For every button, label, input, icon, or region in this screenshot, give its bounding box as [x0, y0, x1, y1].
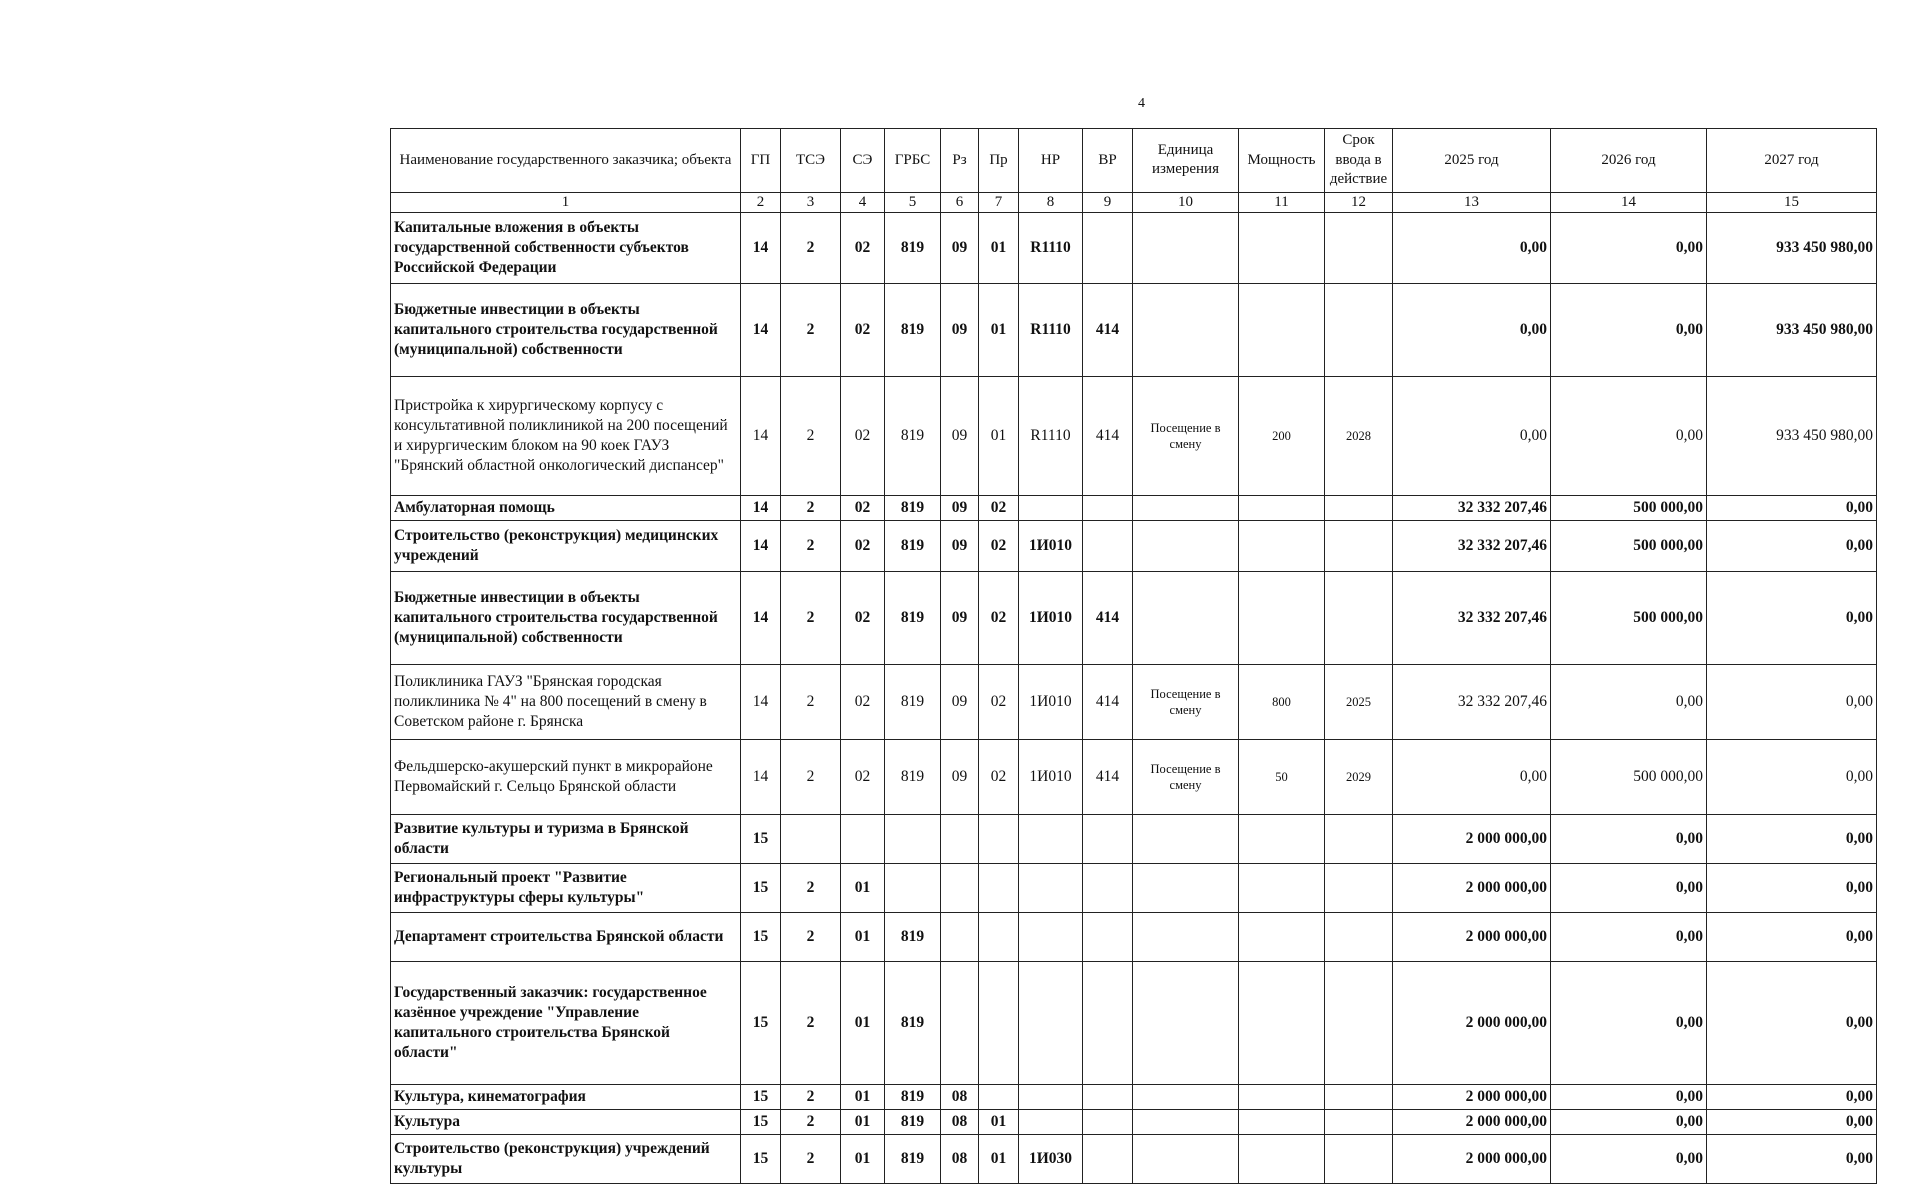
- rz-cell: 09: [941, 496, 979, 521]
- rz-cell: 09: [941, 213, 979, 284]
- nr-cell: 1И030: [1019, 1135, 1083, 1184]
- amount-2026-cell: 0,00: [1551, 1110, 1707, 1135]
- nr-cell: [1019, 815, 1083, 864]
- column-number: 12: [1325, 192, 1393, 213]
- se-cell: 01: [841, 864, 885, 913]
- column-number: 6: [941, 192, 979, 213]
- power-cell: [1239, 572, 1325, 665]
- column-number: 4: [841, 192, 885, 213]
- gp-cell: 14: [741, 521, 781, 572]
- row-name-cell: Государственный заказчик: государственное казённое учреждение "Управление капитального строительства Брянской области": [391, 962, 741, 1085]
- table-row: [391, 521, 1877, 572]
- rz-cell: [941, 913, 979, 962]
- gp-cell: 15: [741, 1135, 781, 1184]
- term-cell: [1325, 284, 1393, 377]
- unit-cell: Посещение в смену: [1133, 665, 1239, 740]
- unit-cell: [1133, 815, 1239, 864]
- nr-cell: [1019, 496, 1083, 521]
- column-number: 5: [885, 192, 941, 213]
- table-row: [391, 496, 1877, 521]
- unit-cell: [1133, 521, 1239, 572]
- unit-cell: Посещение в смену: [1133, 740, 1239, 815]
- term-cell: 2025: [1325, 665, 1393, 740]
- vr-cell: [1083, 1110, 1133, 1135]
- vr-cell: [1083, 496, 1133, 521]
- power-cell: [1239, 962, 1325, 1085]
- se-cell: 01: [841, 1085, 885, 1110]
- nr-cell: [1019, 1110, 1083, 1135]
- term-cell: [1325, 913, 1393, 962]
- grbs-cell: 819: [885, 962, 941, 1085]
- row-name-cell: Культура, кинематография: [391, 1085, 741, 1110]
- gp-cell: 15: [741, 815, 781, 864]
- gp-cell: 14: [741, 572, 781, 665]
- rz-cell: 09: [941, 572, 979, 665]
- term-cell: [1325, 496, 1393, 521]
- amount-2026-cell: 0,00: [1551, 815, 1707, 864]
- se-cell: 02: [841, 377, 885, 496]
- row-name-cell: Региональный проект "Развитие инфраструктуры сферы культуры": [391, 864, 741, 913]
- amount-2026-cell: 0,00: [1551, 665, 1707, 740]
- vr-cell: 414: [1083, 740, 1133, 815]
- vr-cell: [1083, 521, 1133, 572]
- table-row: [391, 740, 1877, 815]
- se-cell: [841, 815, 885, 864]
- tse-cell: 2: [781, 521, 841, 572]
- se-cell: 02: [841, 284, 885, 377]
- amount-2027-cell: 0,00: [1707, 572, 1877, 665]
- row-name-cell: Развитие культуры и туризма в Брянской области: [391, 815, 741, 864]
- grbs-cell: 819: [885, 913, 941, 962]
- vr-cell: [1083, 1085, 1133, 1110]
- grbs-cell: 819: [885, 496, 941, 521]
- gp-cell: 15: [741, 962, 781, 1085]
- table-row: [391, 665, 1877, 740]
- amount-2026-cell: 500 000,00: [1551, 521, 1707, 572]
- amount-2027-cell: 0,00: [1707, 864, 1877, 913]
- header-cell-power: Мощность: [1239, 129, 1325, 193]
- vr-cell: [1083, 815, 1133, 864]
- amount-2027-cell: 933 450 980,00: [1707, 213, 1877, 284]
- grbs-cell: 819: [885, 740, 941, 815]
- header-cell-name: Наименование государственного заказчика; объекта: [391, 129, 741, 193]
- tse-cell: 2: [781, 1085, 841, 1110]
- amount-2027-cell: 0,00: [1707, 962, 1877, 1085]
- header-cell-2025: 2025 год: [1393, 129, 1551, 193]
- pr-cell: 01: [979, 1135, 1019, 1184]
- nr-cell: [1019, 1085, 1083, 1110]
- term-cell: [1325, 521, 1393, 572]
- term-cell: [1325, 1085, 1393, 1110]
- column-number: 8: [1019, 192, 1083, 213]
- tse-cell: 2: [781, 1110, 841, 1135]
- header-cell-term: Срок ввода в действие: [1325, 129, 1393, 193]
- header-cell-unit: Единица измерения: [1133, 129, 1239, 193]
- pr-cell: 01: [979, 213, 1019, 284]
- amount-2025-cell: 2 000 000,00: [1393, 1085, 1551, 1110]
- header-cell-gp: ГП: [741, 129, 781, 193]
- pr-cell: 01: [979, 284, 1019, 377]
- amount-2026-cell: 0,00: [1551, 1135, 1707, 1184]
- header-cell-pr: Пр: [979, 129, 1019, 193]
- table-row: [391, 1085, 1877, 1110]
- amount-2025-cell: 0,00: [1393, 740, 1551, 815]
- power-cell: [1239, 213, 1325, 284]
- power-cell: [1239, 521, 1325, 572]
- amount-2025-cell: 2 000 000,00: [1393, 913, 1551, 962]
- power-cell: [1239, 864, 1325, 913]
- header-cell-se: СЭ: [841, 129, 885, 193]
- pr-cell: [979, 864, 1019, 913]
- header-row: [391, 129, 1877, 193]
- pr-cell: 01: [979, 1110, 1019, 1135]
- term-cell: [1325, 1135, 1393, 1184]
- row-name-cell: Поликлиника ГАУЗ "Брянская городская поликлиника № 4" на 800 посещений в смену в Советском районе г. Брянска: [391, 665, 741, 740]
- amount-2025-cell: 2 000 000,00: [1393, 1110, 1551, 1135]
- row-name-cell: Культура: [391, 1110, 741, 1135]
- grbs-cell: 819: [885, 572, 941, 665]
- grbs-cell: 819: [885, 1085, 941, 1110]
- pr-cell: [979, 913, 1019, 962]
- column-number: 11: [1239, 192, 1325, 213]
- amount-2026-cell: 500 000,00: [1551, 740, 1707, 815]
- se-cell: 01: [841, 913, 885, 962]
- rz-cell: 09: [941, 284, 979, 377]
- column-number: 9: [1083, 192, 1133, 213]
- amount-2026-cell: 0,00: [1551, 213, 1707, 284]
- nr-cell: [1019, 913, 1083, 962]
- gp-cell: 14: [741, 213, 781, 284]
- pr-cell: 02: [979, 665, 1019, 740]
- row-name-cell: Департамент строительства Брянской области: [391, 913, 741, 962]
- rz-cell: 09: [941, 665, 979, 740]
- column-number: 1: [391, 192, 741, 213]
- table-row: [391, 284, 1877, 377]
- power-cell: [1239, 496, 1325, 521]
- amount-2026-cell: 500 000,00: [1551, 572, 1707, 665]
- tse-cell: 2: [781, 213, 841, 284]
- nr-cell: 1И010: [1019, 740, 1083, 815]
- pr-cell: [979, 815, 1019, 864]
- table-row: [391, 213, 1877, 284]
- pr-cell: 02: [979, 496, 1019, 521]
- term-cell: 2028: [1325, 377, 1393, 496]
- se-cell: 01: [841, 1135, 885, 1184]
- nr-cell: 1И010: [1019, 665, 1083, 740]
- rz-cell: [941, 815, 979, 864]
- tse-cell: [781, 815, 841, 864]
- power-cell: 800: [1239, 665, 1325, 740]
- vr-cell: [1083, 213, 1133, 284]
- power-cell: [1239, 1135, 1325, 1184]
- header-cell-grbs: ГРБС: [885, 129, 941, 193]
- vr-cell: 414: [1083, 377, 1133, 496]
- column-number: 7: [979, 192, 1019, 213]
- column-number-row: [391, 192, 1877, 213]
- tse-cell: 2: [781, 740, 841, 815]
- amount-2027-cell: 0,00: [1707, 1135, 1877, 1184]
- unit-cell: [1133, 1110, 1239, 1135]
- unit-cell: [1133, 1135, 1239, 1184]
- vr-cell: 414: [1083, 665, 1133, 740]
- grbs-cell: 819: [885, 1110, 941, 1135]
- unit-cell: [1133, 213, 1239, 284]
- pr-cell: 02: [979, 521, 1019, 572]
- grbs-cell: 819: [885, 1135, 941, 1184]
- amount-2027-cell: 933 450 980,00: [1707, 377, 1877, 496]
- se-cell: 02: [841, 213, 885, 284]
- header-cell-vr: ВР: [1083, 129, 1133, 193]
- vr-cell: [1083, 962, 1133, 1085]
- nr-cell: 1И010: [1019, 521, 1083, 572]
- rz-cell: 08: [941, 1135, 979, 1184]
- table-row: [391, 962, 1877, 1085]
- column-number: 10: [1133, 192, 1239, 213]
- amount-2025-cell: 2 000 000,00: [1393, 815, 1551, 864]
- gp-cell: 14: [741, 284, 781, 377]
- vr-cell: 414: [1083, 572, 1133, 665]
- header-cell-2026: 2026 год: [1551, 129, 1707, 193]
- budget-table: [390, 128, 1877, 1184]
- amount-2027-cell: 0,00: [1707, 521, 1877, 572]
- pr-cell: [979, 1085, 1019, 1110]
- tse-cell: 2: [781, 665, 841, 740]
- row-name-cell: Строительство (реконструкция) учреждений культуры: [391, 1135, 741, 1184]
- tse-cell: 2: [781, 284, 841, 377]
- table-row: [391, 1110, 1877, 1135]
- se-cell: 01: [841, 962, 885, 1085]
- amount-2025-cell: 0,00: [1393, 213, 1551, 284]
- amount-2027-cell: 0,00: [1707, 740, 1877, 815]
- amount-2026-cell: 0,00: [1551, 1085, 1707, 1110]
- amount-2025-cell: 0,00: [1393, 377, 1551, 496]
- term-cell: [1325, 864, 1393, 913]
- term-cell: [1325, 213, 1393, 284]
- grbs-cell: 819: [885, 213, 941, 284]
- tse-cell: 2: [781, 572, 841, 665]
- term-cell: [1325, 962, 1393, 1085]
- header-cell-2027: 2027 год: [1707, 129, 1877, 193]
- amount-2026-cell: 0,00: [1551, 913, 1707, 962]
- rz-cell: 09: [941, 740, 979, 815]
- amount-2027-cell: 0,00: [1707, 1110, 1877, 1135]
- tse-cell: 2: [781, 864, 841, 913]
- amount-2025-cell: 2 000 000,00: [1393, 864, 1551, 913]
- vr-cell: [1083, 864, 1133, 913]
- vr-cell: 414: [1083, 284, 1133, 377]
- term-cell: [1325, 815, 1393, 864]
- pr-cell: 01: [979, 377, 1019, 496]
- column-number: 15: [1707, 192, 1877, 213]
- column-number: 13: [1393, 192, 1551, 213]
- column-number: 14: [1551, 192, 1707, 213]
- header-cell-rz: Рз: [941, 129, 979, 193]
- nr-cell: [1019, 962, 1083, 1085]
- power-cell: [1239, 284, 1325, 377]
- gp-cell: 14: [741, 377, 781, 496]
- tse-cell: 2: [781, 496, 841, 521]
- row-name-cell: Пристройка к хирургическому корпусу с консультативной поликлиникой на 200 посещений и хирургическим блоком на 90 коек ГАУЗ "Брянский областной онкологический диспансер": [391, 377, 741, 496]
- power-cell: [1239, 1085, 1325, 1110]
- tse-cell: 2: [781, 962, 841, 1085]
- se-cell: 02: [841, 572, 885, 665]
- grbs-cell: 819: [885, 665, 941, 740]
- row-name-cell: Бюджетные инвестиции в объекты капитального строительства государственной (муниципальной) собственности: [391, 284, 741, 377]
- power-cell: 200: [1239, 377, 1325, 496]
- unit-cell: [1133, 1085, 1239, 1110]
- table-row: [391, 377, 1877, 496]
- rz-cell: 08: [941, 1085, 979, 1110]
- row-name-cell: Фельдшерско-акушерский пункт в микрорайоне Первомайский г. Сельцо Брянской области: [391, 740, 741, 815]
- term-cell: [1325, 1110, 1393, 1135]
- row-name-cell: Капитальные вложения в объекты государственной собственности субъектов Российской Федерации: [391, 213, 741, 284]
- unit-cell: [1133, 284, 1239, 377]
- row-name-cell: Амбулаторная помощь: [391, 496, 741, 521]
- amount-2027-cell: 0,00: [1707, 1085, 1877, 1110]
- amount-2027-cell: 0,00: [1707, 815, 1877, 864]
- table-row: [391, 1135, 1877, 1184]
- table-row: [391, 572, 1877, 665]
- row-name-cell: Строительство (реконструкция) медицинских учреждений: [391, 521, 741, 572]
- pr-cell: 02: [979, 740, 1019, 815]
- nr-cell: [1019, 864, 1083, 913]
- grbs-cell: 819: [885, 284, 941, 377]
- unit-cell: [1133, 572, 1239, 665]
- amount-2025-cell: 32 332 207,46: [1393, 572, 1551, 665]
- gp-cell: 15: [741, 1085, 781, 1110]
- amount-2026-cell: 0,00: [1551, 962, 1707, 1085]
- amount-2025-cell: 0,00: [1393, 284, 1551, 377]
- vr-cell: [1083, 913, 1133, 962]
- amount-2026-cell: 0,00: [1551, 864, 1707, 913]
- term-cell: 2029: [1325, 740, 1393, 815]
- header-cell-nr: НР: [1019, 129, 1083, 193]
- amount-2026-cell: 0,00: [1551, 377, 1707, 496]
- power-cell: [1239, 913, 1325, 962]
- gp-cell: 15: [741, 913, 781, 962]
- vr-cell: [1083, 1135, 1133, 1184]
- grbs-cell: [885, 815, 941, 864]
- grbs-cell: 819: [885, 377, 941, 496]
- table-row: [391, 913, 1877, 962]
- column-number: 2: [741, 192, 781, 213]
- pr-cell: [979, 962, 1019, 1085]
- power-cell: [1239, 1110, 1325, 1135]
- gp-cell: 14: [741, 665, 781, 740]
- power-cell: [1239, 815, 1325, 864]
- grbs-cell: [885, 864, 941, 913]
- amount-2025-cell: 2 000 000,00: [1393, 1135, 1551, 1184]
- grbs-cell: 819: [885, 521, 941, 572]
- tse-cell: 2: [781, 913, 841, 962]
- power-cell: 50: [1239, 740, 1325, 815]
- page-number: 4: [1138, 96, 1145, 111]
- nr-cell: R1110: [1019, 377, 1083, 496]
- table-row: [391, 815, 1877, 864]
- amount-2025-cell: 32 332 207,46: [1393, 665, 1551, 740]
- row-name-cell: Бюджетные инвестиции в объекты капитального строительства государственной (муниципальной) собственности: [391, 572, 741, 665]
- rz-cell: [941, 864, 979, 913]
- unit-cell: [1133, 864, 1239, 913]
- unit-cell: Посещение в смену: [1133, 377, 1239, 496]
- amount-2026-cell: 500 000,00: [1551, 496, 1707, 521]
- nr-cell: R1110: [1019, 213, 1083, 284]
- unit-cell: [1133, 496, 1239, 521]
- se-cell: 02: [841, 496, 885, 521]
- amount-2025-cell: 2 000 000,00: [1393, 962, 1551, 1085]
- amount-2027-cell: 933 450 980,00: [1707, 284, 1877, 377]
- rz-cell: 09: [941, 521, 979, 572]
- se-cell: 02: [841, 521, 885, 572]
- amount-2027-cell: 0,00: [1707, 496, 1877, 521]
- amount-2026-cell: 0,00: [1551, 284, 1707, 377]
- se-cell: 02: [841, 740, 885, 815]
- table-row: [391, 864, 1877, 913]
- amount-2027-cell: 0,00: [1707, 665, 1877, 740]
- amount-2025-cell: 32 332 207,46: [1393, 521, 1551, 572]
- pr-cell: 02: [979, 572, 1019, 665]
- rz-cell: 08: [941, 1110, 979, 1135]
- gp-cell: 15: [741, 864, 781, 913]
- tse-cell: 2: [781, 377, 841, 496]
- unit-cell: [1133, 913, 1239, 962]
- gp-cell: 14: [741, 740, 781, 815]
- rz-cell: [941, 962, 979, 1085]
- column-number: 3: [781, 192, 841, 213]
- nr-cell: R1110: [1019, 284, 1083, 377]
- unit-cell: [1133, 962, 1239, 1085]
- rz-cell: 09: [941, 377, 979, 496]
- gp-cell: 14: [741, 496, 781, 521]
- se-cell: 02: [841, 665, 885, 740]
- se-cell: 01: [841, 1110, 885, 1135]
- amount-2025-cell: 32 332 207,46: [1393, 496, 1551, 521]
- header-cell-tse: ТСЭ: [781, 129, 841, 193]
- nr-cell: 1И010: [1019, 572, 1083, 665]
- tse-cell: 2: [781, 1135, 841, 1184]
- amount-2027-cell: 0,00: [1707, 913, 1877, 962]
- gp-cell: 15: [741, 1110, 781, 1135]
- term-cell: [1325, 572, 1393, 665]
